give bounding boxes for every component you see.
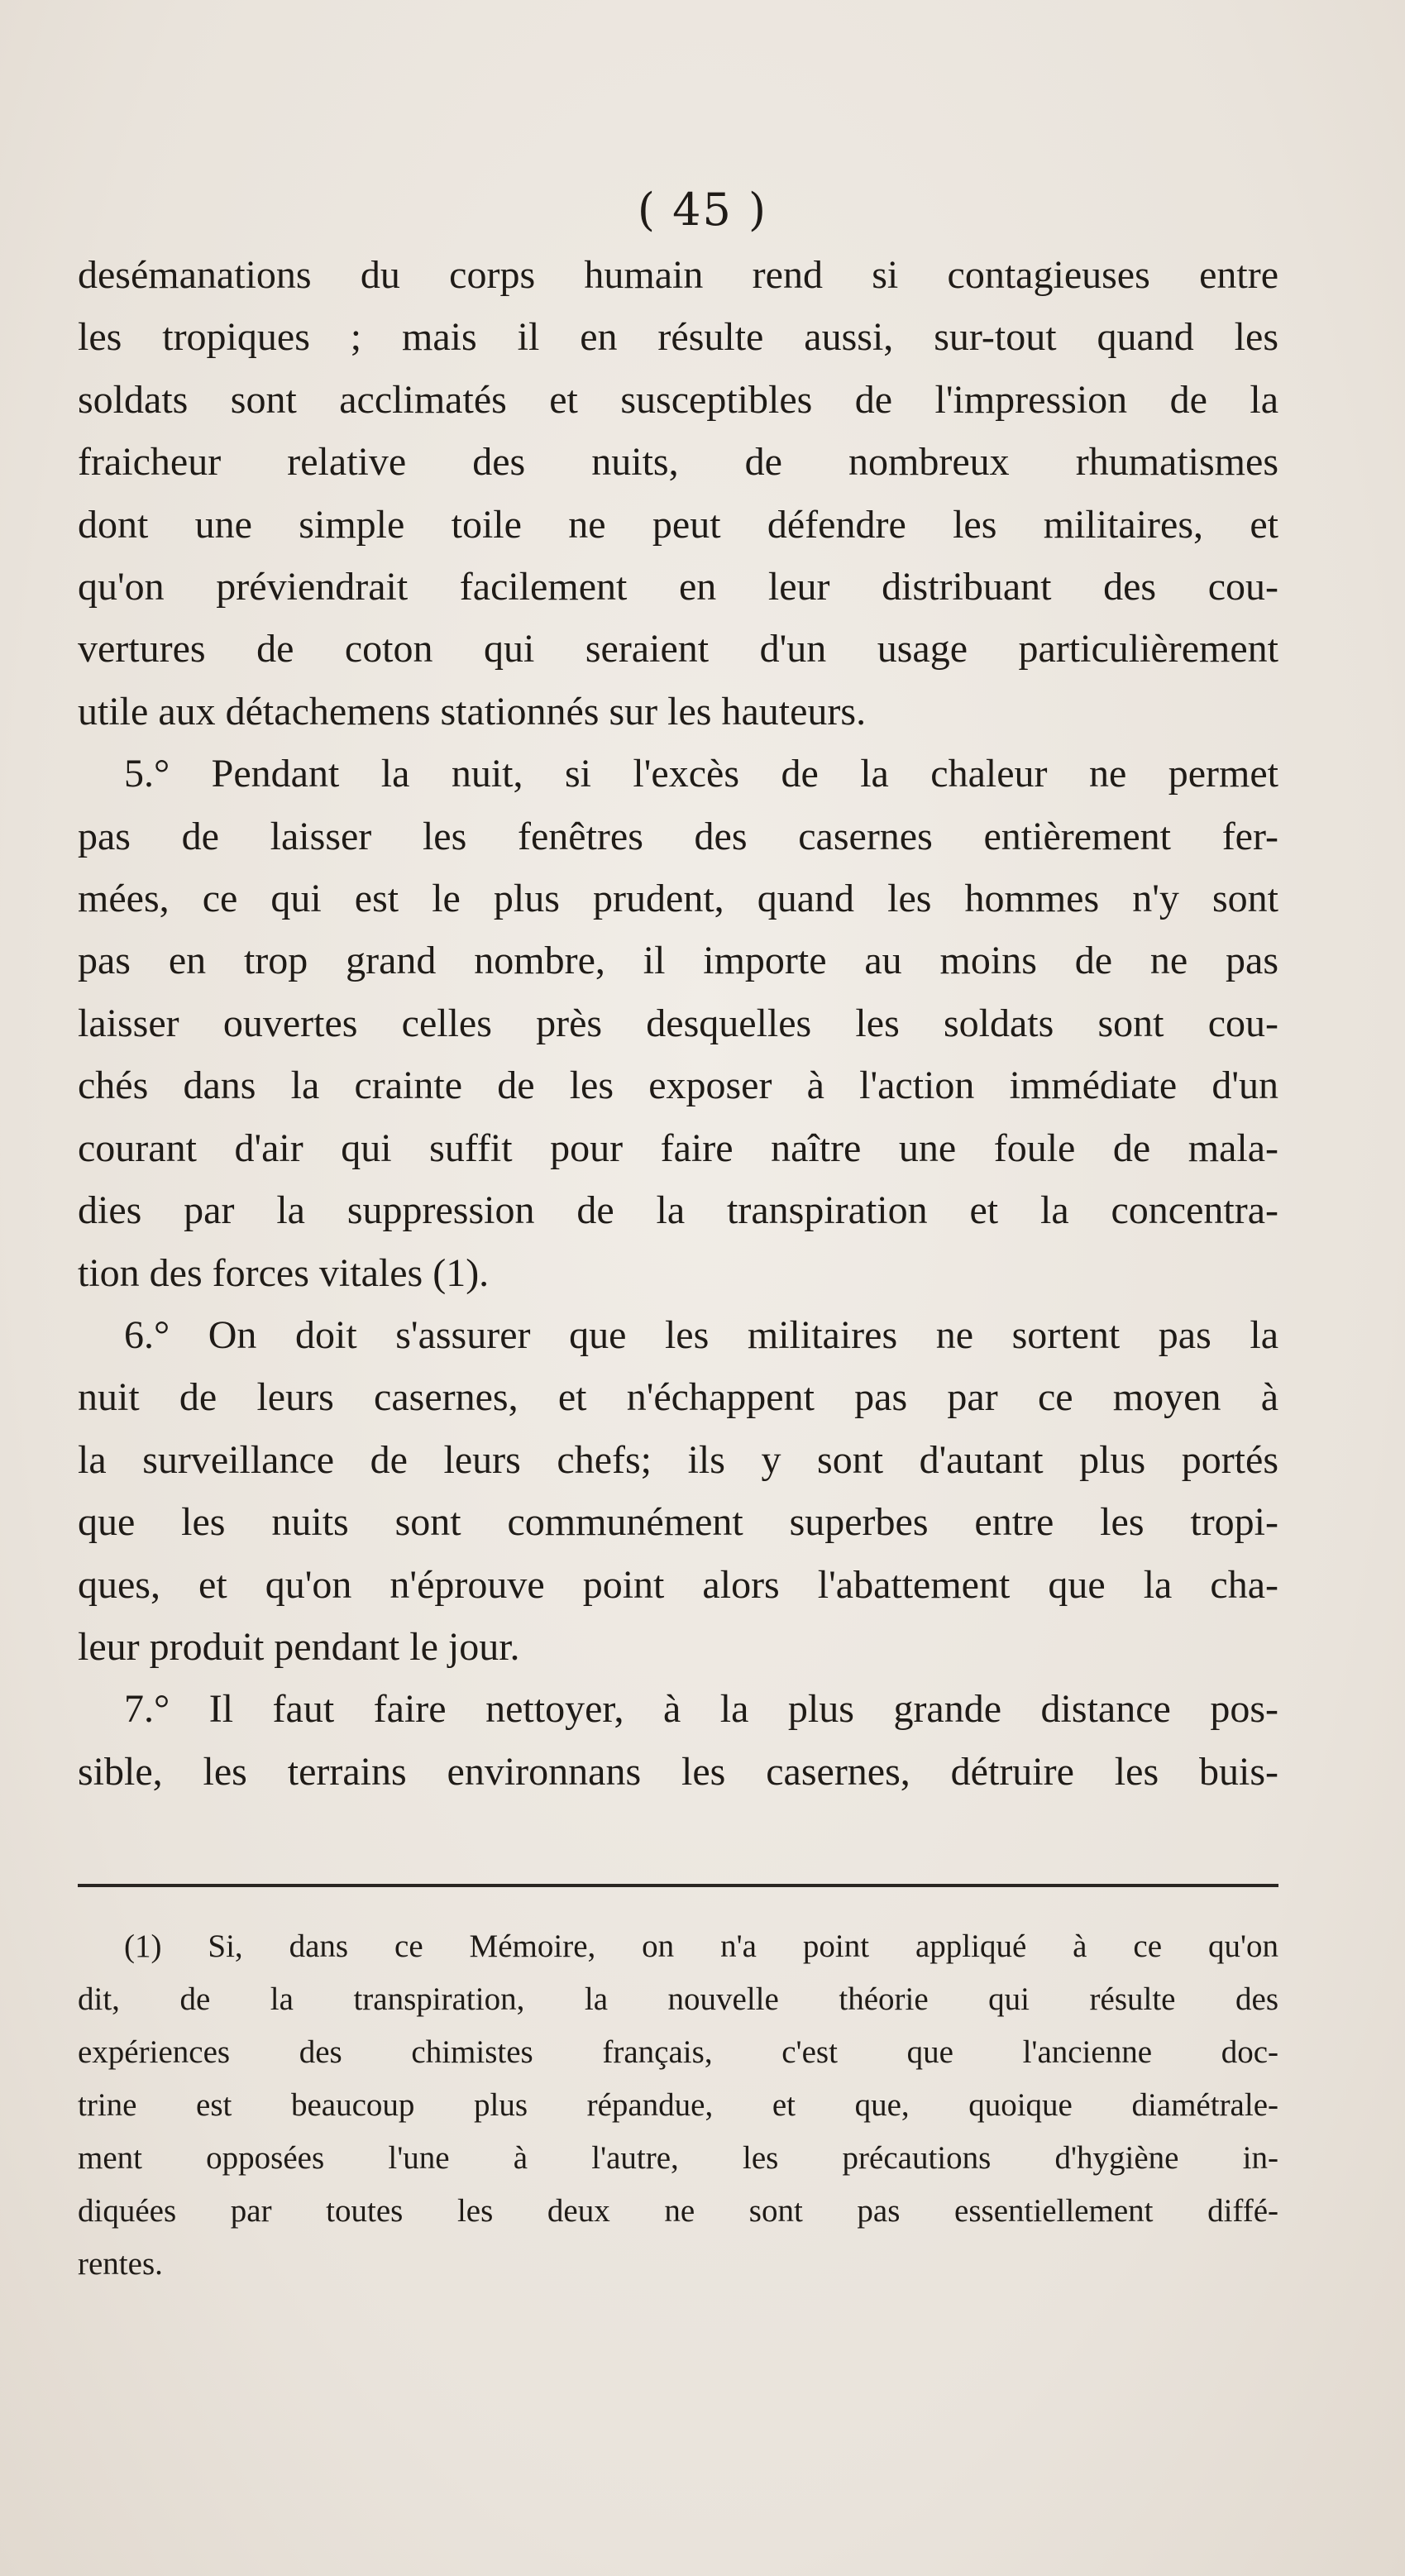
- text-line: ques, et qu'on n'éprouve point alors l'abattement que la cha-: [78, 1562, 1278, 1607]
- text-line: 5.° Pendant la nuit, si l'excès de la chaleur ne permet: [124, 752, 1278, 796]
- text-line: chés dans la crainte de les exposer à l'action immédiate d'un: [78, 1063, 1278, 1108]
- text-line: pas de laisser les fenêtres des casernes entièrement fer-: [78, 814, 1278, 858]
- text-line: soldats sont acclimatés et susceptibles de l'impression de la: [78, 377, 1278, 422]
- footnote-line: trine est beaucoup plus répandue, et que, quoique diamétrale-: [78, 2087, 1278, 2123]
- text-line: laisser ouvertes celles près desquelles les soldats sont cou-: [78, 1001, 1278, 1045]
- text-line: dies par la suppression de la transpiration et la concentra-: [78, 1188, 1278, 1233]
- text-line: que les nuits sont communément superbes entre les tropi-: [78, 1500, 1278, 1545]
- text-line: 7.° Il faut faire nettoyer, à la plus grande distance pos-: [124, 1687, 1278, 1732]
- text-line: desémanations du corps humain rend si contagieuses entre: [78, 253, 1278, 297]
- footnote-line: expériences des chimistes français, c'est que l'ancienne doc-: [78, 2034, 1278, 2070]
- footnote-line: diquées par toutes les deux ne sont pas essentiellement diffé-: [78, 2193, 1278, 2229]
- text-line: pas en trop grand nombre, il importe au moins de ne pas: [78, 939, 1278, 983]
- footnote-divider: [78, 1884, 1278, 1887]
- text-line: la surveillance de leurs chefs; ils y sont d'autant plus portés: [78, 1437, 1278, 1482]
- footnote-line: rentes.: [78, 2246, 163, 2282]
- text-line: mées, ce qui est le plus prudent, quand les hommes n'y sont: [78, 877, 1278, 921]
- text-line: les tropiques ; mais il en résulte aussi, sur-tout quand les: [78, 315, 1278, 360]
- page-number: ( 45 ): [637, 184, 768, 236]
- text-line: nuit de leurs casernes, et n'échappent pas par ce moyen à: [78, 1375, 1278, 1420]
- text-line: qu'on préviendrait facilement en leur distribuant des cou-: [78, 565, 1278, 609]
- text-line: fraicheur relative des nuits, de nombreux rhumatismes: [78, 440, 1278, 485]
- footnote-line: ment opposées l'une à l'autre, les précautions d'hygiène in-: [78, 2140, 1278, 2176]
- text-line: courant d'air qui suffit pour faire naître une foule de mala-: [78, 1126, 1278, 1170]
- body-text: [78, 244, 1278, 1803]
- text-line: dont une simple toile ne peut défendre les militaires, et: [78, 502, 1278, 547]
- footnote: [78, 1920, 1278, 2291]
- footnote-line: dit, de la transpiration, la nouvelle théorie qui résulte des: [78, 1981, 1278, 2017]
- footnote-line: (1) Si, dans ce Mémoire, on n'a point appliqué à ce qu'on: [124, 1928, 1278, 1964]
- text-line: leur produit pendant le jour.: [78, 1624, 520, 1669]
- text-line: tion des forces vitales (1).: [78, 1250, 490, 1295]
- text-line: sible, les terrains environnans les casernes, détruire les buis-: [78, 1749, 1278, 1794]
- text-line: 6.° On doit s'assurer que les militaires ne sortent pas la: [124, 1312, 1278, 1357]
- text-line: vertures de coton qui seraient d'un usage particulièrement: [78, 627, 1278, 671]
- text-line: utile aux détachemens stationnés sur les hauteurs.: [78, 689, 867, 734]
